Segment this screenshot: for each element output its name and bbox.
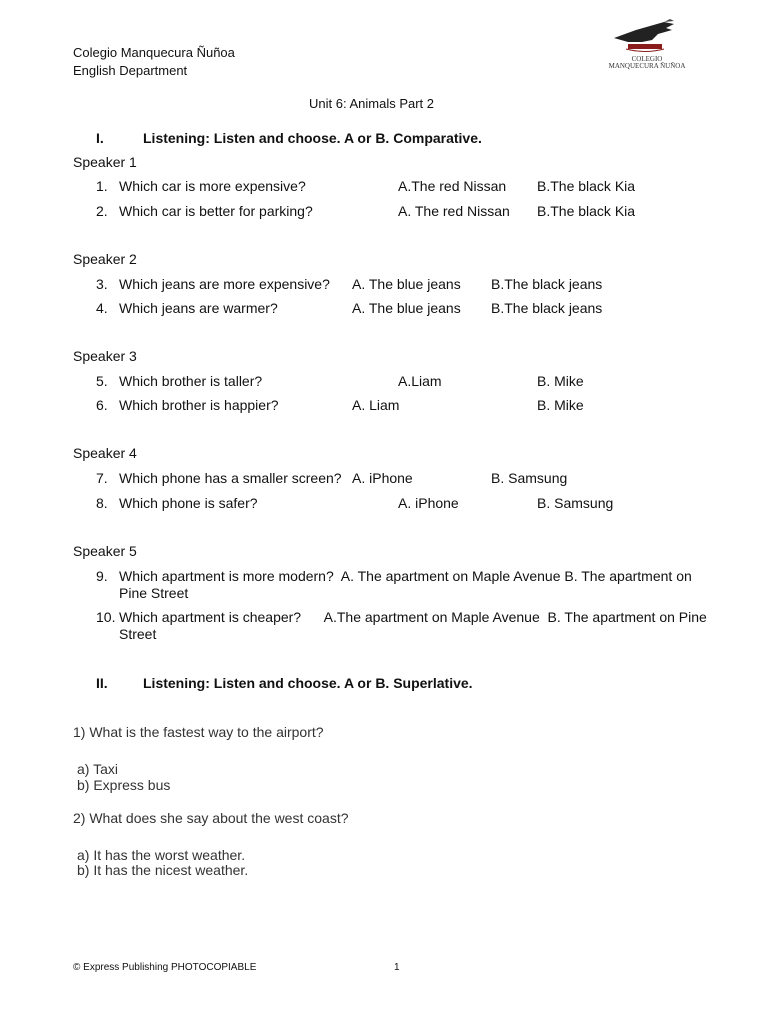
question-number: 9. [96, 568, 108, 584]
speaker-2-label: Speaker 2 [73, 251, 137, 267]
option-a[interactable]: A. iPhone [398, 495, 459, 511]
option-b[interactable]: B.The black Kia [537, 178, 636, 194]
option-b[interactable]: B. Mike [537, 373, 584, 389]
question-text: Which phone is safer? [119, 495, 258, 511]
option-a[interactable]: A. The blue jeans [352, 276, 461, 292]
logo-text-line2: MANQUECURA ÑUÑOA [608, 62, 686, 70]
speaker-1-label: Speaker 1 [73, 154, 137, 170]
question-number: 4. [96, 300, 108, 316]
question-number: 2. [96, 203, 108, 219]
question-text: Which car is better for parking? [119, 203, 313, 219]
option-a[interactable]: A. The blue jeans [352, 300, 461, 316]
question-text: Which phone has a smaller screen? [119, 470, 342, 486]
question-text: Which apartment is more modern? A. The apartment on Maple Avenue B. The apartment on Pine Street [119, 568, 696, 601]
section2-number: II. [96, 675, 108, 691]
option-b[interactable]: B.The black jeans [491, 300, 603, 316]
option-a[interactable]: A.Liam [398, 373, 442, 389]
speaker-3-label: Speaker 3 [73, 348, 137, 364]
footer-copyright: © Express Publishing PHOTOCOPIABLE [73, 962, 257, 973]
question-number: 5. [96, 373, 108, 389]
question-text: Which car is more expensive? [119, 178, 306, 194]
option-b[interactable]: B.The black Kia [537, 203, 636, 219]
speaker-5-label: Speaker 5 [73, 543, 137, 559]
page-number: 1 [394, 962, 400, 973]
speaker-4-label: Speaker 4 [73, 445, 137, 461]
section1-heading: Listening: Listen and choose. A or B. Comparative. [143, 130, 482, 146]
question-number: 1. [96, 178, 108, 194]
option-a[interactable]: a) Taxi [77, 761, 118, 777]
department-name: English Department [73, 63, 188, 78]
option-a[interactable]: a) It has the worst weather. [77, 847, 246, 863]
question-number: 8. [96, 495, 108, 511]
unit-title: Unit 6: Animals Part 2 [309, 96, 434, 111]
question-number: 3. [96, 276, 108, 292]
superlative-question: 2) What does she say about the west coast? [73, 810, 349, 826]
option-b[interactable]: B. Samsung [537, 495, 614, 511]
question-number: 7. [96, 470, 108, 486]
option-b[interactable]: b) Express bus [77, 777, 171, 793]
section1-number: I. [96, 130, 104, 146]
question-number: 10. [96, 609, 116, 625]
question-text: Which brother is taller? [119, 373, 263, 389]
section2-heading: Listening: Listen and choose. A or B. Superlative. [143, 675, 473, 691]
option-b[interactable]: B. Samsung [491, 470, 568, 486]
question-text: Which jeans are more expensive? [119, 276, 330, 292]
option-b[interactable]: B. Mike [537, 397, 584, 413]
question-text: Which apartment is cheaper? A.The apartment on Maple Avenue B. The apartment on Pine Street [119, 609, 711, 642]
option-a[interactable]: A. The red Nissan [398, 203, 510, 219]
option-a[interactable]: A. Liam [352, 397, 400, 413]
question-text: Which brother is happier? [119, 397, 279, 413]
option-a[interactable]: A. iPhone [352, 470, 413, 486]
superlative-question: 1) What is the fastest way to the airport? [73, 724, 324, 740]
question-text: Which jeans are warmer? [119, 300, 278, 316]
logo-text-line1: COLEGIO [631, 55, 663, 63]
option-b[interactable]: B.The black jeans [491, 276, 603, 292]
option-a[interactable]: A.The red Nissan [398, 178, 507, 194]
option-b[interactable]: b) It has the nicest weather. [77, 862, 249, 878]
question-number: 6. [96, 397, 108, 413]
school-name: Colegio Manquecura Ñuñoa [73, 45, 235, 60]
